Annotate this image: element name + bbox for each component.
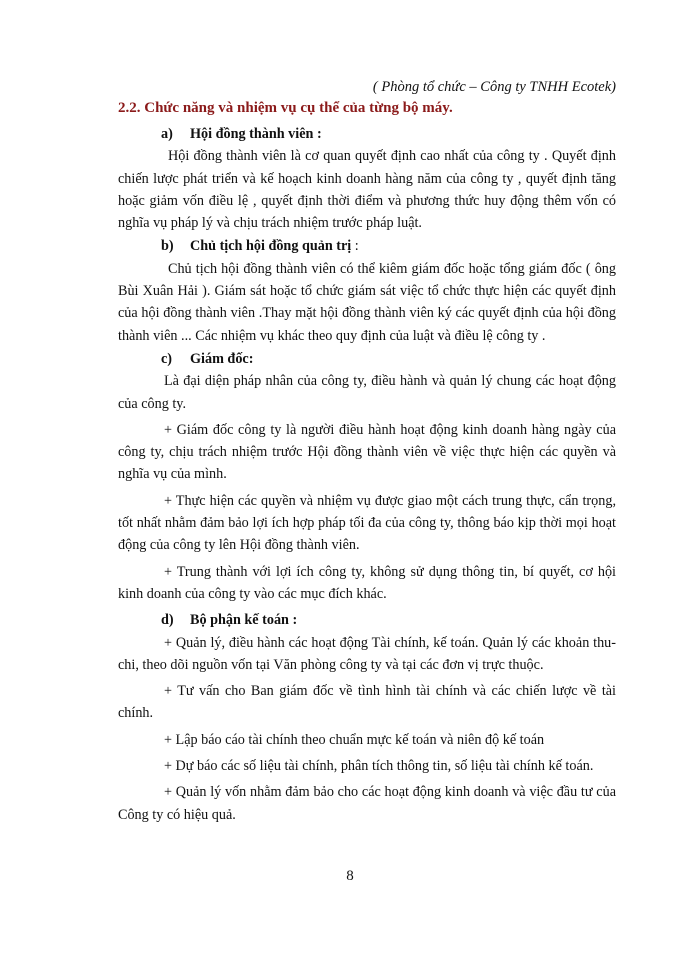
subsection-letter: c) [161,350,173,367]
page-number: 8 [346,868,354,884]
paragraph: + Quản lý vốn nhằm đảm bảo cho các hoạt động kinh doanh và việc đầu tư của Công ty có hiệu quả. [118,784,616,823]
paragraph: + Giám đốc công ty là người điều hành hoạt động kinh doanh hàng ngày của công ty, chịu trách nhiệm trước Hội đồng thành viên về việc thực hiện các quyền và nghĩa vụ của mình. [118,421,616,483]
paragraph: + Dự báo các số liệu tài chính, phân tích thông tin, số liệu tài chính kế toán. [164,758,594,775]
subsection-letter: b) [161,238,174,255]
subsection-letter: a) [161,126,173,142]
subsection-title: Giám đốc: [190,350,254,367]
paragraph: Hội đồng thành viên là cơ quan quyết định cao nhất của công ty . Quyết định chiến lược phát triển và kế hoạch kinh doanh hàng năm của công ty , quyết định tăng hoặc giảm vốn điều lệ , quyết định thời điểm và phương thức huy động thêm vốn có nghĩa vụ pháp lý và chịu trách nhiệm trước pháp luật. [118,148,616,232]
section-title: 2.2. Chức năng và nhiệm vụ cụ thể của từng bộ máy. [118,100,453,116]
paragraph: + Quản lý, điều hành các hoạt động Tài chính, kế toán. Quản lý các khoản thu- chi, theo dõi nguồn vốn tại Văn phòng công ty và tại các đơn vị trực thuộc. [118,634,616,673]
subsection-title: Chủ tịch hội đồng quản trị [190,238,352,255]
source-note: ( Phòng tổ chức – Công ty TNHH Ecotek) [372,79,616,95]
paragraph: + Tư vấn cho Ban giám đốc về tình hình tài chính và các chiến lược về tài chính. [118,683,616,722]
paragraph: + Trung thành với lợi ích công ty, không sử dụng thông tin, bí quyết, cơ hội kinh doanh của công ty vào các mục đích khác. [118,563,616,602]
document-body [118,122,616,826]
subsection-letter: d) [161,612,174,629]
subsection-heading-a [118,123,616,145]
paragraph: + Thực hiện các quyền và nhiệm vụ được giao một cách trung thực, cẩn trọng, tốt nhất nhằm đảm bảo lợi ích hợp pháp tối đa của công ty, thông báo kịp thời mọi hoạt động của công ty lên Hội đồng thành viên. [118,492,616,554]
subsection-heading-b [118,235,616,257]
paragraph: Là đại diện pháp nhân của công ty, điều hành và quản lý chung các hoạt động của công ty. [118,373,616,412]
subsection-title: Hội đồng thành viên : [190,126,322,142]
subsection-heading-d [118,609,616,631]
subsection-title: Bộ phận kế toán : [190,612,298,629]
subsection-title-suffix: : [351,238,359,255]
paragraph: Chủ tịch hội đồng thành viên có thể kiêm giám đốc hoặc tổng giám đốc ( ông Bùi Xuân Hải ). Giám sát hoặc tổ chức giám sát việc tổ chức thực hiện các quyết định của hội đồng thành viên .Thay mặt hội đồng thành viên ký các quyết định của hội đồng thành viên ... Các nhiệm vụ khác theo quy định của luật và điều lệ công ty . [118,260,616,344]
subsection-heading-c [118,348,616,370]
paragraph: + Lập báo cáo tài chính theo chuẩn mực kế toán và niên độ kế toán [164,731,545,748]
